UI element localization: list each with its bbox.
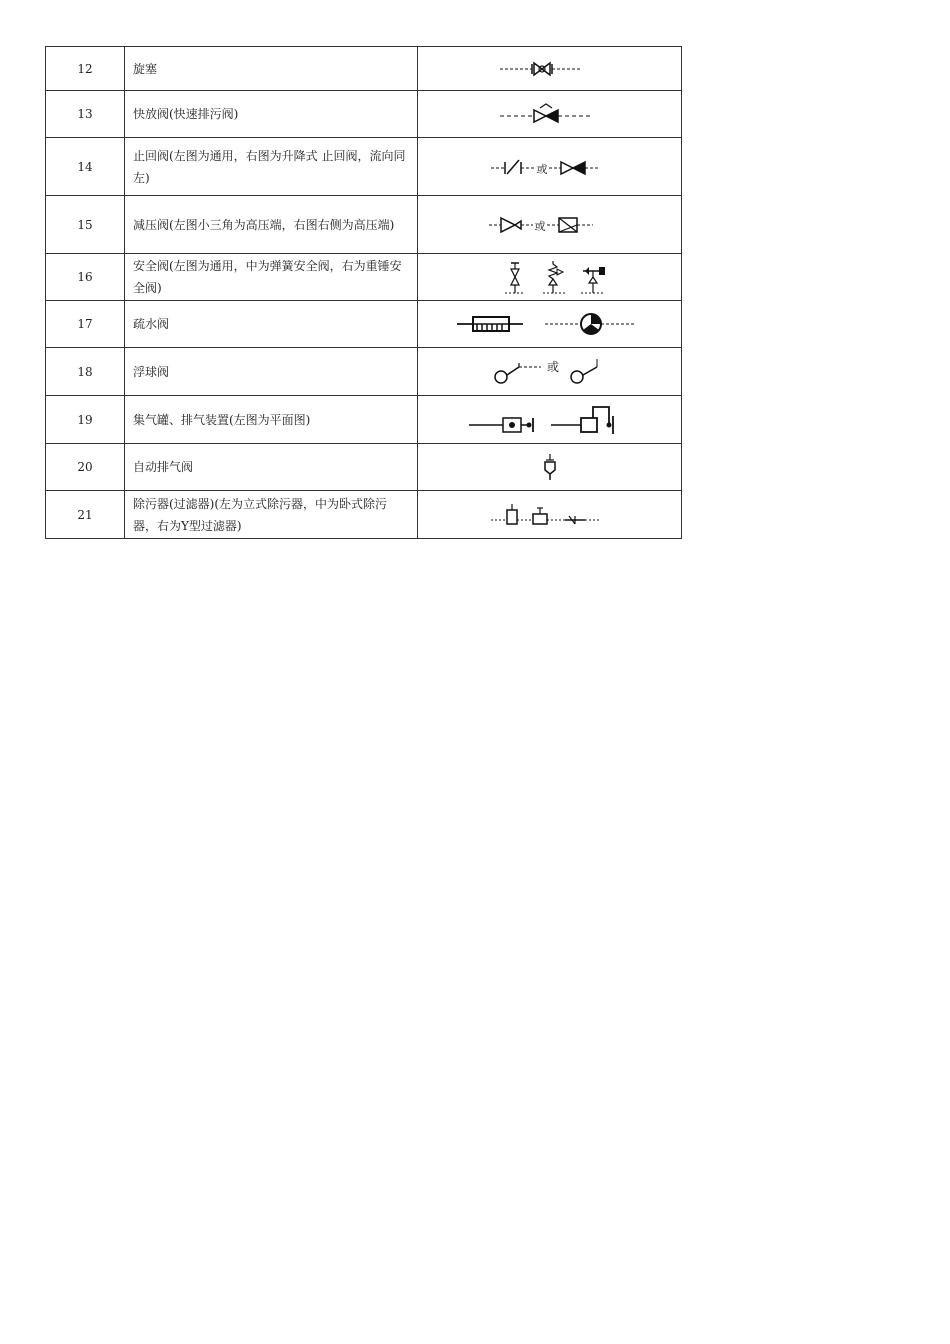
table-row — [46, 47, 682, 91]
symbol-cell — [418, 444, 682, 491]
symbol-cell — [418, 196, 682, 254]
row-description: 除污器(过滤器)(左为立式除污器，中为卧式除污器，右为Y型过滤器) — [125, 491, 418, 539]
row-number: 13 — [46, 91, 125, 138]
strainer-symbol — [485, 500, 615, 530]
row-description: 安全阀(左图为通用，中为弹簧安全阀，右为重锤安全阀) — [125, 254, 418, 301]
table-row — [46, 301, 682, 348]
symbol-cell — [418, 301, 682, 348]
pressure-reducing-valve-symbol — [485, 210, 615, 240]
symbol-cell — [418, 396, 682, 444]
row-number: 19 — [46, 396, 125, 444]
automatic-air-vent-symbol — [530, 452, 570, 482]
row-number: 12 — [46, 47, 125, 91]
or-label: 或 — [534, 219, 545, 233]
table-row — [46, 348, 682, 396]
row-number: 18 — [46, 348, 125, 396]
quick-release-valve-symbol — [490, 100, 610, 128]
row-description: 疏水阀 — [125, 301, 418, 348]
symbol-cell — [418, 47, 682, 91]
valve-symbol-table — [45, 46, 682, 539]
row-number: 14 — [46, 138, 125, 196]
row-description: 浮球阀 — [125, 348, 418, 396]
symbol-cell — [418, 348, 682, 396]
table-row — [46, 91, 682, 138]
check-valve-symbol — [485, 152, 615, 182]
row-description: 集气罐、排气装置(左图为平面图) — [125, 396, 418, 444]
row-description: 止回阀(左图为通用，右图为升降式 止回阀，流向同左) — [125, 138, 418, 196]
row-description: 自动排气阀 — [125, 444, 418, 491]
table-row — [46, 396, 682, 444]
safety-valve-symbol — [485, 257, 615, 297]
row-number: 21 — [46, 491, 125, 539]
steam-trap-symbol — [455, 310, 645, 338]
row-number: 20 — [46, 444, 125, 491]
symbol-cell — [418, 254, 682, 301]
row-description: 旋塞 — [125, 47, 418, 91]
row-number: 16 — [46, 254, 125, 301]
symbol-cell — [418, 491, 682, 539]
air-collector-symbol — [465, 403, 635, 437]
plug-valve-symbol — [490, 57, 610, 81]
row-description: 快放阀(快速排污阀) — [125, 91, 418, 138]
symbol-cell — [418, 91, 682, 138]
table-row — [46, 138, 682, 196]
table-row — [46, 444, 682, 491]
symbol-cell — [418, 138, 682, 196]
table-row — [46, 491, 682, 539]
row-number: 15 — [46, 196, 125, 254]
table-row — [46, 254, 682, 301]
row-number: 17 — [46, 301, 125, 348]
table-row — [46, 196, 682, 254]
row-description: 减压阀(左图小三角为高压端，右图右侧为高压端) — [125, 196, 418, 254]
or-label: 或 — [546, 359, 559, 374]
or-label: 或 — [536, 162, 547, 176]
float-valve-symbol — [485, 355, 615, 389]
